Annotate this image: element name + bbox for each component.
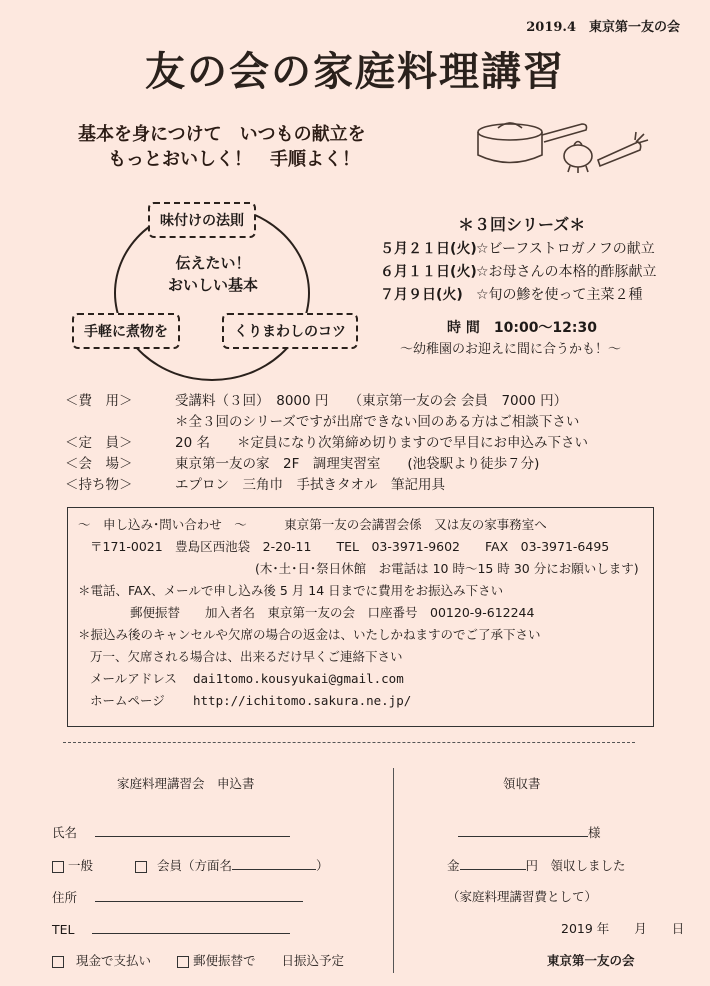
receipt-kin: 金 [447, 858, 460, 873]
contact-line-1: 〜 申し込み･問い合わせ 〜 東京第一友の会講習会係 又は友の家事務室へ [78, 517, 547, 532]
member-close: ） [316, 858, 329, 873]
info-capacity-label: ＜定 員＞ [65, 435, 133, 451]
tel-field[interactable] [92, 919, 290, 934]
session-row-2 [380, 261, 657, 281]
receipt-addressee-field[interactable] [458, 822, 588, 837]
contact-line-4: ＊電話、FAX、メールで申し込み後 5 月 14 日までに費用をお振込み下さい [78, 583, 504, 598]
receipt-amount-field[interactable] [460, 855, 526, 870]
info-bring [65, 473, 445, 493]
series-title: ＊３回シリーズ＊ [458, 215, 586, 234]
info-venue [65, 452, 539, 472]
payment-row [52, 951, 344, 969]
session-date: ６月１１日(火) [380, 264, 477, 280]
contact-mail [90, 669, 404, 687]
membership-row [52, 855, 329, 874]
tel-label: TEL [52, 922, 75, 937]
info-venue-value: 東京第一友の家 2F 調理実習室 (池袋駅より徒歩７分) [175, 456, 540, 472]
header-date: 2019.4 東京第一友の会 [526, 20, 680, 35]
info-fee-value: 受講料（３回） 8000 円 （東京第一友の会 会員 7000 円） [175, 393, 568, 409]
diagram-center-line-2: おいしい基本 [167, 276, 258, 294]
cash-label: 現金で支払い [76, 953, 152, 968]
contact-line-3: (木･土･日･祭日休館 お電話は 10 時〜15 時 30 分にお願いします) [255, 561, 639, 576]
name-row [52, 822, 290, 841]
receipt-amount-row [447, 855, 626, 874]
tagline-line-2: もっとおいしく！ 手順よく！ [108, 149, 360, 170]
session-row-3 [380, 284, 643, 304]
address-field[interactable] [95, 887, 303, 902]
receipt-addressee-row [458, 822, 601, 841]
diagram-box-leftovers: くりまわしのコツ [222, 313, 358, 349]
session-menu: ☆お母さんの本格的酢豚献立 [476, 264, 657, 280]
contact-line-5: 郵便振替 加入者名 東京第一友の会 口座番号 00120-9-612244 [130, 605, 535, 620]
member-checkbox[interactable] [135, 861, 147, 873]
session-time: 時 間 10:00〜12:30 [447, 320, 598, 336]
info-fee-label: ＜費 用＞ [65, 393, 133, 409]
member-label: 会員（方面名 [157, 858, 233, 873]
contact-line-2: 〒171-0021 豊島区西池袋 2-20-11 TEL 03-3971-9602 FAX 03-3971-6495 [90, 539, 610, 554]
cooking-illustration [470, 110, 650, 190]
transfer-checkbox[interactable] [177, 956, 189, 968]
transfer-label: 郵便振替で [193, 953, 256, 968]
homepage-label: ホームページ [90, 693, 165, 708]
info-fee-note: ＊全３回のシリーズですが出席できない回のある方はご相談下さい [175, 414, 580, 430]
diagram-box-seasoning: 味付けの法則 [148, 202, 256, 238]
session-time-note: 〜幼稚園のお迎えに間に合うかも！〜 [400, 342, 622, 357]
receipt-sama: 様 [588, 825, 601, 840]
form-divider [393, 768, 394, 973]
transfer-date-label: 日振込予定 [281, 953, 345, 968]
receipt-issuer: 東京第一友の会 [547, 953, 635, 968]
mail-label: メールアドレス [90, 671, 177, 686]
application-title: 家庭料理講習会 申込書 [117, 776, 255, 791]
session-menu: ☆旬の鯵を使って主菜２種 [476, 287, 643, 303]
address-row [52, 887, 303, 906]
receipt-received: 円 領収しました [525, 858, 626, 873]
name-label: 氏名 [52, 825, 78, 840]
diagram-box-simmered: 手軽に煮物を [72, 313, 180, 349]
name-field[interactable] [95, 822, 290, 837]
page-title: 友の会の家庭料理講習 [145, 49, 565, 95]
general-label: 一般 [68, 858, 94, 873]
info-bring-value: エプロン 三角巾 手拭きタオル 筆記用具 [175, 477, 445, 493]
session-date: ７月９日(火) [380, 287, 463, 303]
tagline-line-1: 基本を身につけて いつもの献立を [78, 124, 366, 145]
session-row-1 [380, 238, 655, 258]
branch-field[interactable] [232, 855, 316, 870]
contact-homepage [90, 691, 411, 709]
mail-address-link[interactable]: dai1tomo.kousyukai@gmail.com [193, 671, 404, 686]
info-venue-label: ＜会 場＞ [65, 456, 133, 472]
receipt-title: 領収書 [503, 776, 541, 791]
address-label: 住所 [52, 890, 78, 905]
receipt-purpose: （家庭料理講習費として） [447, 889, 598, 904]
info-capacity-value: 20 名 ＊定員になり次第締め切りますので早目にお申込み下さい [175, 435, 588, 451]
session-date: ５月２１日(火) [380, 241, 477, 257]
contact-line-6: ＊振込み後のキャンセルや欠席の場合の返金は、いたしかねますのでご了承下さい [78, 627, 541, 642]
general-checkbox[interactable] [52, 861, 64, 873]
tel-row [52, 919, 290, 937]
cash-checkbox[interactable] [52, 956, 64, 968]
info-bring-label: ＜持ち物＞ [65, 477, 133, 493]
contact-line-7: 万一、欠席される場合は、出来るだけ早くご連絡下さい [90, 649, 403, 664]
session-menu: ☆ビーフストロガノフの献立 [476, 241, 655, 257]
diagram-center-line-1: 伝えたい！ [175, 254, 251, 272]
receipt-date: 2019 年 月 日 [561, 921, 685, 936]
info-capacity [65, 431, 588, 451]
cut-line [63, 742, 635, 743]
homepage-link[interactable]: http://ichitomo.sakura.ne.jp/ [193, 693, 412, 708]
info-fee [65, 389, 567, 409]
